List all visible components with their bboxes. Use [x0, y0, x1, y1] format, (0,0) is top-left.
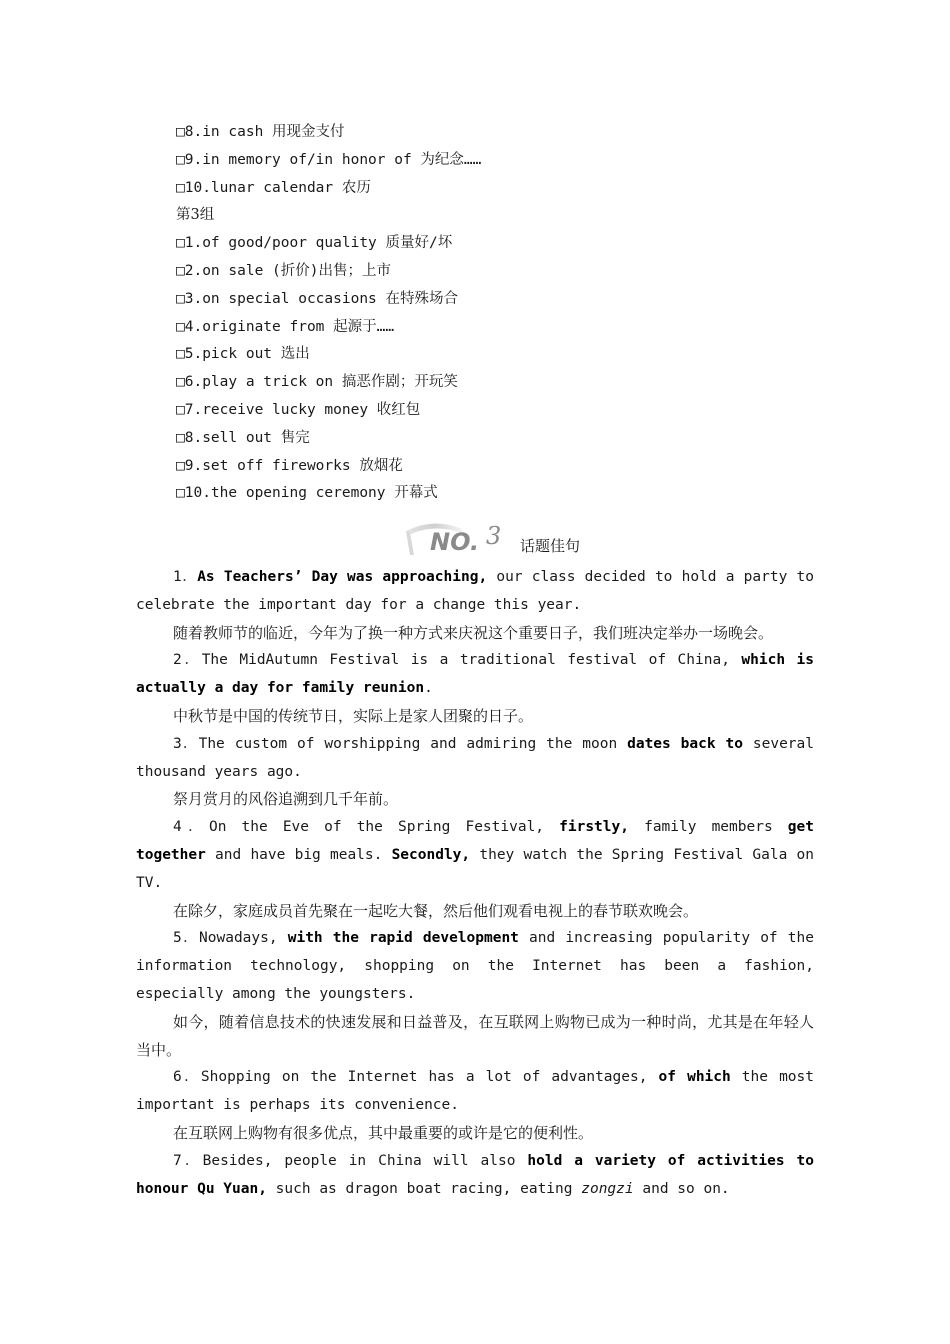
- vocab-item: □6.play a trick on 搞恶作剧；开玩笑: [176, 374, 458, 391]
- no3-logo: [404, 517, 514, 557]
- vocab-item: □3.on special occasions 在特殊场合: [176, 290, 459, 307]
- sentence-text: and increasing popularity of the information technology, shopping on the Internet has been a fashion, especially among the youngsters.: [136, 930, 814, 1002]
- vocab-item: □10.the opening ceremony 开幕式: [176, 485, 438, 502]
- key-phrase: dates back to: [627, 735, 743, 752]
- key-phrase: with the rapid development: [287, 930, 519, 947]
- vocab-item: □9.set off fireworks 放烟花: [176, 457, 403, 474]
- vocab-item: □9.in memory of/in honor of 为纪念……: [176, 151, 482, 168]
- sentence-english: [136, 1148, 814, 1204]
- logo-text: NO.: [430, 528, 480, 556]
- vocab-item: □10.lunar calendar 农历: [176, 179, 371, 196]
- sentence-text: and have big meals.: [205, 846, 392, 863]
- vocab-item: □7.receive lucky money 收红包: [176, 401, 421, 418]
- sentence-text: such as dragon boat racing, eating: [266, 1180, 582, 1197]
- vocab-item: □8.sell out 售完: [176, 429, 310, 446]
- sentence-chinese: 在除夕，家庭成员首先聚在一起吃大餐，然后他们观看电视上的春节联欢晚会。: [173, 901, 699, 920]
- sentence-chinese: 在互联网上购物有很多优点，其中最重要的或许是它的便利性。: [173, 1123, 594, 1142]
- sentence-list: [136, 564, 814, 1203]
- sentence-text: zongzi: [581, 1180, 634, 1197]
- key-phrase: of which: [658, 1069, 731, 1086]
- sentence-chinese: 祭月赏月的风俗追溯到几千年前。: [173, 790, 399, 809]
- sentence-text: and so on.: [633, 1180, 730, 1197]
- sentence-text: 6．Shopping on the Internet has a lot of advantages,: [173, 1069, 659, 1086]
- sentence-english: [136, 564, 814, 620]
- vocab-item: □2.on sale (折价)出售；上市: [176, 262, 391, 279]
- key-phrase: hold a variety of activities to honour Qu Yuan,: [136, 1152, 814, 1197]
- key-phrase: Secondly,: [391, 846, 471, 863]
- sentence-text: 5．Nowadays,: [173, 930, 288, 947]
- section-title: 话题佳句: [520, 537, 581, 555]
- sentence-text: 4．On the Eve of the Spring Festival,: [173, 819, 560, 836]
- vocab-list: [176, 119, 481, 508]
- sentence-text: several thousand years ago.: [136, 735, 814, 780]
- section-header: [404, 517, 580, 557]
- sentence-chinese: 随着教师节的临近，今年为了换一种方式来庆祝这个重要日子，我们班决定举办一场晚会。: [173, 623, 774, 642]
- logo-number: 3: [486, 522, 502, 550]
- sentence-text: 1．: [173, 569, 198, 585]
- sentence-text: .: [424, 680, 433, 697]
- vocab-item: □4.originate from 起源于……: [176, 318, 395, 335]
- sentence-chinese: 如今，随着信息技术的快速发展和日益普及，在互联网上购物已成为一种时尚，尤其是在年轻人当中。: [136, 1012, 814, 1059]
- key-phrase: get together: [136, 819, 814, 863]
- sentence-text: 2．The MidAutumn Festival is a traditional festival of China,: [173, 652, 742, 669]
- sentence-text: 3．The custom of worshipping and admiring the moon: [173, 735, 628, 752]
- sentence-text: they watch the Spring Festival Gala on TV.: [136, 846, 814, 891]
- sentence-chinese: 中秋节是中国的传统节日，实际上是家人团聚的日子。: [173, 706, 534, 725]
- sentence-english: [136, 814, 814, 897]
- vocab-item: □5.pick out 选出: [176, 346, 310, 363]
- sentence-english: [136, 647, 814, 703]
- sentence-text: our class decided to hold a party to celebrate the important day for a change this year.: [136, 569, 814, 613]
- sentence-english: [136, 925, 814, 1008]
- vocab-item: □8.in cash 用现金支付: [176, 124, 345, 140]
- key-phrase: As Teachers’ Day was approaching,: [197, 569, 488, 585]
- key-phrase: firstly,: [559, 819, 629, 836]
- sentence-english: [136, 1064, 814, 1120]
- key-phrase: which is actually a day for family reunion: [136, 652, 814, 697]
- sentence-english: [136, 731, 814, 787]
- group-title: 第3组: [176, 207, 215, 224]
- sentence-text: the most important is perhaps its convenience.: [136, 1069, 814, 1114]
- sentence-text: 7．Besides, people in China will also: [173, 1152, 528, 1169]
- sentence-text: family members: [628, 819, 788, 836]
- vocab-item: □1.of good/poor quality 质量好/坏: [176, 235, 453, 252]
